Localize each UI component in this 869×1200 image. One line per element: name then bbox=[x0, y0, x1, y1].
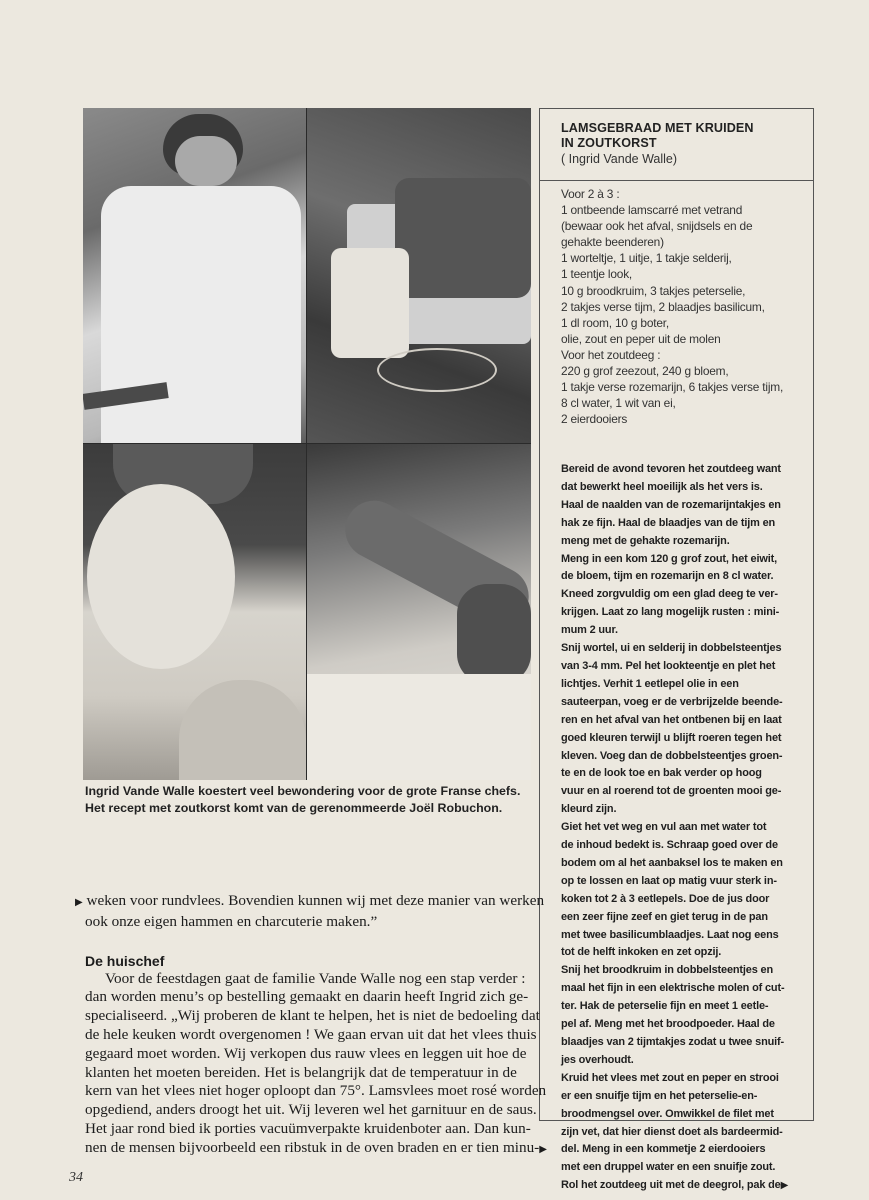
continue-arrow-icon: ▶ bbox=[780, 1180, 789, 1192]
para-line: Voor de feestdagen gaat de familie Vande Walle nog een stap verder : bbox=[105, 969, 526, 987]
ingredient-line: 1 ontbeende lamscarré met vetrand bbox=[561, 203, 743, 218]
ingredient-line: 1 takje verse rozemarijn, 6 takjes verse tijm, bbox=[561, 380, 784, 395]
para-line-text: nen de mensen bijvoorbeeld een ribstuk in de oven braden en er tien minu- bbox=[85, 1138, 540, 1156]
step-line: Bereid de avond tevoren het zoutdeeg want bbox=[561, 463, 781, 475]
photo-chef-portrait bbox=[83, 108, 306, 443]
step-line: Kruid het vlees met zout en peper en strooi bbox=[561, 1071, 779, 1084]
step-line: Snij wortel, ui en selderij in dobbelsteentjes bbox=[561, 642, 782, 655]
step-line: de inhoud bedekt is. Schraap goed over de bbox=[561, 839, 778, 852]
para-line: dan worden menu’s op bestelling gemaakt en daarin heeft Ingrid zich ge- bbox=[85, 988, 529, 1006]
intro-line-text: weken voor rundvlees. Bovendien kunnen wij met deze manier van werken bbox=[86, 892, 545, 909]
step-line: met een druppel water en een snuifje zout. bbox=[561, 1161, 776, 1174]
string-loop bbox=[377, 348, 497, 392]
section-heading: De huischef bbox=[85, 952, 165, 969]
step-line: maal het fijn in een elektrische molen of cut- bbox=[561, 982, 785, 995]
step-line: koken tot 2 à 3 eetlepels. Doe de jus door bbox=[561, 892, 770, 905]
ingredient-line: olie, zout en peper uit de molen bbox=[561, 331, 721, 346]
recipe-author: ( Ingrid Vande Walle) bbox=[561, 152, 678, 166]
intro-line bbox=[75, 892, 545, 913]
step-line: Haal de naalden van de rozemarijntakjes en bbox=[561, 498, 781, 511]
hand bbox=[457, 584, 531, 684]
photo-string-and-meat bbox=[307, 108, 531, 443]
para-line: specialiseerd. „Wij proberen de klant te helpen, het is niet de bedoeling dat bbox=[85, 1007, 540, 1025]
caption-line: Ingrid Vande Walle koestert veel bewondering voor de grote Franse chefs. bbox=[85, 784, 521, 798]
intro-line: ook onze eigen hammen en charcuterie maken.” bbox=[85, 912, 378, 930]
step-line: Meng in een kom 120 g grof zout, het eiwit, bbox=[561, 552, 777, 565]
step-line: Snij het broodkruim in dobbelsteentjes en bbox=[561, 964, 774, 977]
ingredient-line: Voor 2 à 3 : bbox=[561, 187, 620, 201]
step-line-text: Rol het zoutdeeg uit met de deegrol, pak de bbox=[561, 1179, 781, 1192]
chef-face bbox=[175, 136, 237, 186]
step-line: mum 2 uur. bbox=[561, 624, 618, 637]
step-line: hak ze fijn. Haal de blaadjes van de tijm en bbox=[561, 516, 776, 529]
photo-caption bbox=[85, 783, 535, 817]
step-line: ren en het afval van het ontbenen bij en laat bbox=[561, 713, 782, 726]
para-line: Het jaar rond bied ik porties vacuümverpakte kruidenboter aan. Dan kun- bbox=[85, 1119, 531, 1137]
ingredient-line: (bewaar ook het afval, snijdsels en de bbox=[561, 219, 753, 234]
step-line: kleven. Voeg dan de dobbelsteentjes groen- bbox=[561, 749, 783, 762]
step-line: Giet het vet weg en vul aan met water tot bbox=[561, 821, 767, 834]
step-line: vuur en al roerend tot de groenten mooi ge- bbox=[561, 785, 782, 798]
step-line: ter. Hak de peterselie fijn en meet 1 eetle- bbox=[561, 1000, 769, 1013]
ingredient-line: Voor het zoutdeeg : bbox=[561, 347, 661, 362]
step-line: del. Meng in een kommetje 2 eierdooiers bbox=[561, 1143, 766, 1156]
step-line: goed kleuren terwijl u blijft roeren tegen het bbox=[561, 731, 782, 744]
recipe-ingredients bbox=[561, 186, 811, 427]
meat-roast bbox=[395, 178, 531, 298]
step-line: dat bewerkt heel moeilijk als het vers is. bbox=[561, 480, 763, 493]
step-line bbox=[561, 1177, 814, 1195]
para-line bbox=[75, 1138, 547, 1160]
caption-line: Het recept met zoutkorst komt van de gerenommeerde Joël Robuchon. bbox=[85, 801, 503, 815]
continued-arrow-icon: ▶ bbox=[75, 897, 83, 908]
step-line: meng met de gehakte rozemarijn. bbox=[561, 534, 730, 547]
step-line: broodmengsel over. Omwikkel de filet met bbox=[561, 1107, 774, 1120]
para-line: gegaard moet worden. Wij verkopen dus rauw vlees en leggen uit hoe de bbox=[85, 1044, 527, 1062]
recipe-title-line: LAMSGEBRAAD MET KRUIDEN bbox=[561, 121, 754, 135]
dough-ball bbox=[87, 484, 235, 669]
salt-pile bbox=[179, 680, 306, 780]
step-line: Kneed zorgvuldig om een glad deeg te ver- bbox=[561, 588, 778, 601]
step-line: de bloem, tijm en rozemarijn en 8 cl water. bbox=[561, 570, 774, 583]
para-line: klanten het moeten bereiden. Het is belangrijk dat de temperatuur in de bbox=[85, 1063, 517, 1081]
recipe-steps bbox=[561, 461, 814, 1195]
step-line: zijn vet, dat hier dienst doet als bardeermid- bbox=[561, 1125, 783, 1138]
continue-arrow-icon: ▶ bbox=[539, 1143, 547, 1155]
ingredient-line: 1 teentje look, bbox=[561, 267, 633, 282]
step-line: met twee basilicumblaadjes. Laat nog eens bbox=[561, 928, 779, 941]
ingredient-line: 10 g broodkruim, 3 takjes peterselie, bbox=[561, 283, 746, 298]
dough-sheet bbox=[307, 674, 531, 780]
step-line: pel af. Meng met het broodpoeder. Haal de bbox=[561, 1018, 775, 1031]
article-body bbox=[75, 892, 547, 1160]
recipe-title bbox=[561, 121, 813, 151]
ingredient-line: 1 worteltje, 1 uitje, 1 takje selderij, bbox=[561, 251, 732, 266]
recipe-box bbox=[539, 108, 814, 1192]
step-line: jes overhoudt. bbox=[561, 1053, 634, 1066]
ingredient-line: 8 cl water, 1 wit van ei, bbox=[561, 396, 676, 411]
step-line: er een snuifje tijm en het peterselie-en- bbox=[561, 1089, 758, 1102]
step-line: krijgen. Laat zo lang mogelijk rusten : mini- bbox=[561, 606, 780, 619]
photo-rolling-dough bbox=[307, 444, 531, 780]
step-line: kleurd zijn. bbox=[561, 803, 617, 816]
photo-kneading-dough bbox=[83, 444, 306, 780]
step-line: bodem om al het aanbaksel los te maken en bbox=[561, 856, 783, 869]
ingredient-line: 2 eierdooiers bbox=[561, 412, 628, 427]
photo-collage bbox=[83, 108, 531, 780]
step-line: een zeer fijne zeef en giet terug in de pan bbox=[561, 910, 768, 923]
para-line: kern van het vlees niet hoger oploopt dan 75°. Lamsvlees moet rosé worden bbox=[85, 1082, 547, 1100]
step-line: lichtjes. Verhit 1 eetlepel olie in een bbox=[561, 677, 739, 690]
string-spool bbox=[331, 248, 409, 358]
para-line: de hele keuken wordt overgenomen ! We gaan ervan uit dat het vlees thuis bbox=[85, 1025, 537, 1043]
chef-apron bbox=[101, 186, 301, 443]
step-line: blaadjes van 2 tijmtakjes zodat u twee snuif- bbox=[561, 1036, 785, 1048]
ingredient-line: 2 takjes verse tijm, 2 blaadjes basilicum, bbox=[561, 299, 765, 314]
para-line: opgediend, anders droogt het uit. Wij leveren wel het garnituur en de saus. bbox=[85, 1101, 537, 1119]
step-line: op te lossen en laat op matig vuur sterk in- bbox=[561, 874, 777, 887]
step-line: van 3-4 mm. Pel het lookteentje en plet het bbox=[561, 659, 776, 672]
step-line: tot de helft inkoken en zet opzij. bbox=[561, 946, 722, 959]
page-number: 34 bbox=[69, 1170, 83, 1185]
step-line: sauteerpan, voeg er de verbrijzelde beende- bbox=[561, 695, 783, 708]
ingredient-line: 220 g grof zeezout, 240 g bloem, bbox=[561, 364, 729, 379]
step-line: te en de look toe en bak verder op hoog bbox=[561, 767, 762, 780]
recipe-title-line: IN ZOUTKORST bbox=[561, 136, 657, 150]
ingredient-line: gehakte beenderen) bbox=[561, 235, 664, 250]
ingredient-line: 1 dl room, 10 g boter, bbox=[561, 315, 669, 330]
recipe-header bbox=[540, 109, 813, 181]
